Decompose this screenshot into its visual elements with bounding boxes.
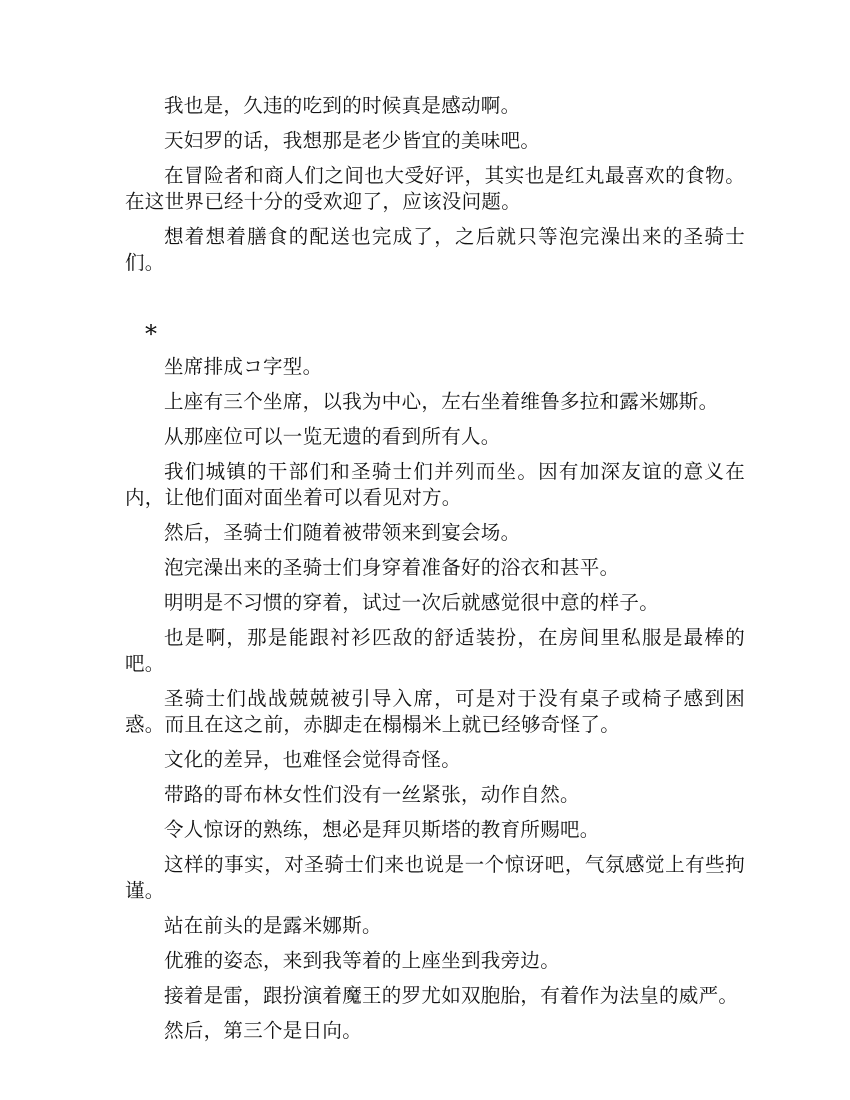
paragraph: 我也是，久违的吃到的时候真是感动啊。 (164, 94, 521, 117)
paragraph: 接着是雷，跟扮演着魔王的罗尤如双胞胎，有着作为法皇的威严。 (164, 984, 739, 1007)
paragraph: 圣骑士们战战兢兢被引导入席，可是对于没有桌子或椅子感到困惑。而且在这之前，赤脚走在榻榻米上就已经够奇怪了。 (125, 687, 745, 736)
paragraph: 从那座位可以一览无遗的看到所有人。 (164, 425, 501, 448)
paragraph: 令人惊讶的熟练，想必是拜贝斯塔的教育所赐吧。 (164, 818, 600, 841)
section-gap (125, 285, 745, 321)
paragraph: 天妇罗的话，我想那是老少皆宜的美味吧。 (164, 129, 541, 152)
paragraph: 泡完澡出来的圣骑士们身穿着准备好的浴衣和甚平。 (164, 556, 620, 579)
paragraph: 这样的事实，对圣骑士们来也说是一个惊讶吧，气氛感觉上有些拘谨。 (125, 853, 745, 902)
paragraph: 想着想着膳食的配送也完成了，之后就只等泡完澡出来的圣骑士们。 (125, 225, 745, 274)
paragraph: 在冒险者和商人们之间也大受好评，其实也是红丸最喜欢的食物。在这世界已经十分的受欢迎了，应该没问题。 (125, 164, 745, 213)
paragraph: 明明是不习惯的穿着，试过一次后就感觉很中意的样子。 (164, 591, 660, 614)
paragraph: 然后，第三个是日向。 (164, 1019, 363, 1042)
paragraph: 然后，圣骑士们随着被带领来到宴会场。 (164, 521, 521, 544)
paragraph: 我们城镇的干部们和圣骑士们并列而坐。因有加深友谊的意义在内，让他们面对面坐着可以看见对方。 (125, 460, 745, 509)
paragraph: 优雅的姿态，来到我等着的上座坐到我旁边。 (164, 949, 561, 972)
paragraph: 带路的哥布林女性们没有一丝紧张，动作自然。 (164, 783, 580, 806)
paragraph: 上座有三个坐席，以我为中心，左右坐着维鲁多拉和露米娜斯。 (164, 390, 719, 413)
paragraph: 坐席排成コ字型。 (164, 355, 323, 378)
paragraph: 站在前头的是露米娜斯。 (164, 914, 382, 937)
scene-separator: * (145, 320, 158, 348)
paragraph: 文化的差异，也难怪会觉得奇怪。 (164, 748, 462, 771)
body-text (125, 93, 745, 1053)
paragraph: 也是啊，那是能跟衬衫匹敌的舒适装扮，在房间里私服是最棒的吧。 (125, 626, 745, 675)
